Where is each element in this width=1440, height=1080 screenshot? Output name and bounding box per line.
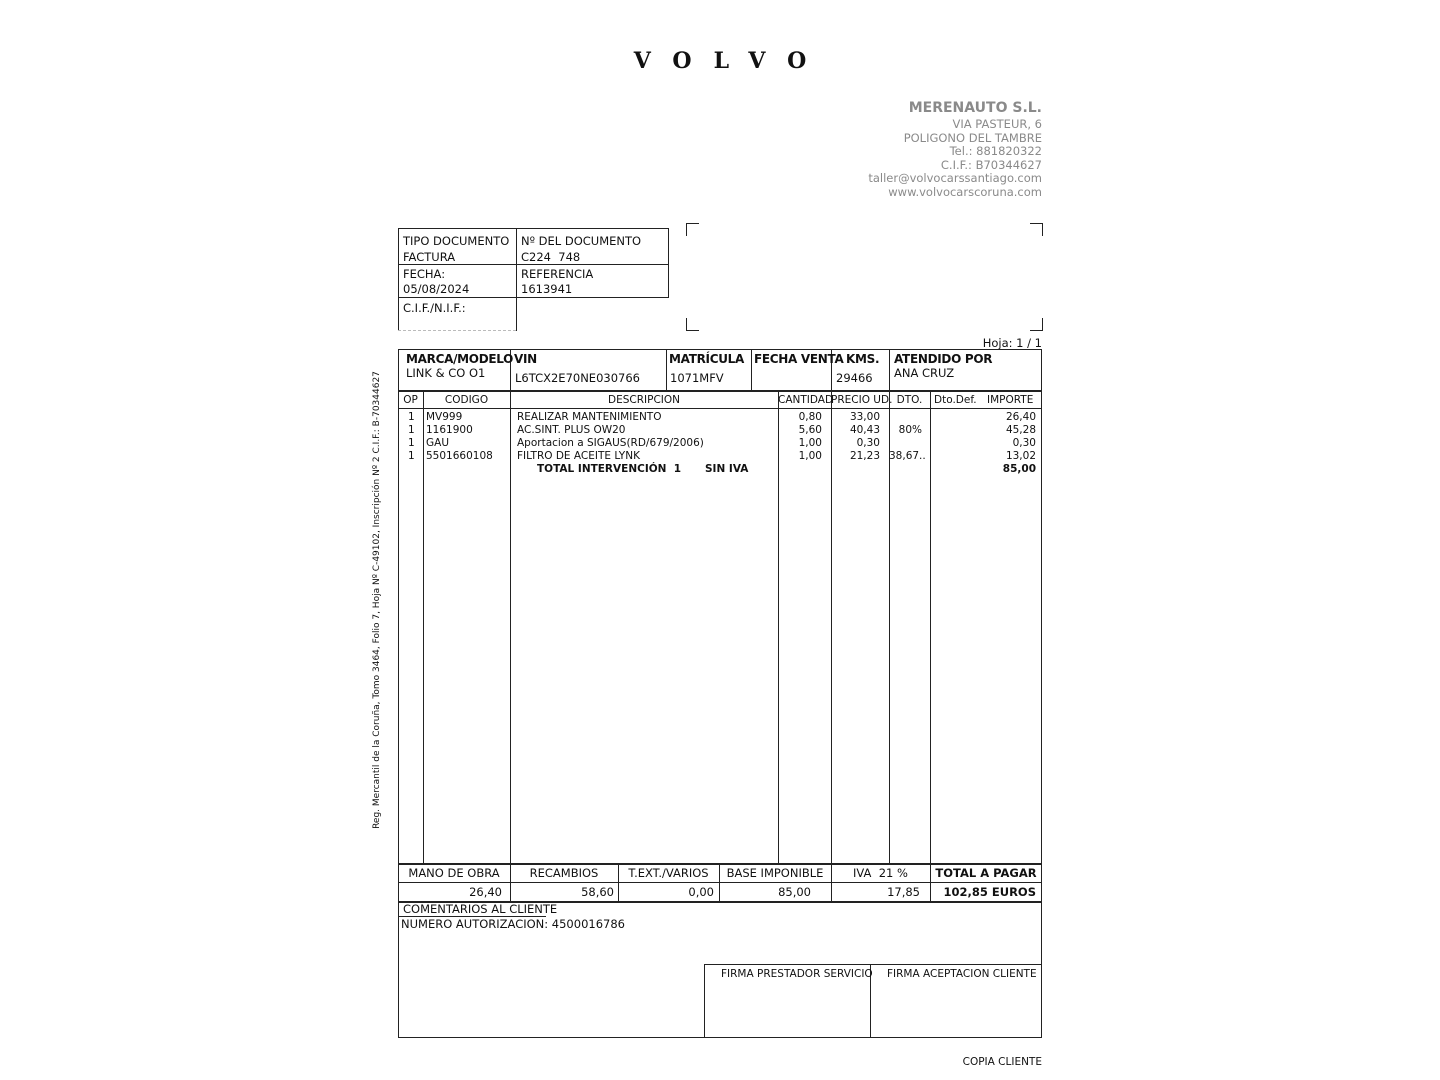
row-descripcion: Aportacion a SIGAUS(RD/679/2006) [517,437,704,449]
header-dto-def: Dto.Def. [934,394,977,406]
comments-text: NUMERO AUTORIZACION: 4500016786 [401,917,625,931]
col-div-cant [831,391,832,864]
row-codigo: 5501660108 [426,450,493,462]
company-address1: VIA PASTEUR, 6 [952,117,1042,131]
referencia-label: REFERENCIA [521,267,594,281]
row-op: 1 [408,411,415,423]
company-web: www.volvocarscoruna.com [888,184,1042,199]
marca-label: MARCA/MODELO [406,352,514,366]
sig-top-border [704,964,1042,965]
row-cantidad: 1,00 [798,437,822,449]
company-name: MERENAUTO S.L. [908,100,1042,116]
row-codigo: 1161900 [426,424,473,436]
iva-label: IVA 21 % [853,866,908,880]
comments-label: COMENTARIOS AL CLIENTE [403,902,558,916]
row-dto: 80% [898,424,922,436]
row-op: 1 [408,437,415,449]
row-precio: 0,30 [856,437,880,449]
atendido-label: ATENDIDO POR [894,352,993,366]
col-div-codigo [510,391,511,864]
veh-div-3 [751,349,752,391]
fecha-value: 05/08/2024 [403,282,470,296]
fecha-label: FECHA: [403,267,446,281]
row-importe: 26,40 [1005,411,1036,423]
row-op: 1 [408,450,415,462]
veh-div-5 [889,349,890,391]
row-descripcion: FILTRO DE ACEITE LYNK [517,450,640,462]
registration-side-text: Reg. Mercantil de la Coruña, Tomo 3464, Folio 7, Hoja Nº C-49102, Inscripción Nº 2 C.I.F.: B-70344627 [372,371,382,829]
header-importe: IMPORTE [987,394,1034,406]
col-div-desc [778,391,779,864]
row-descripcion: AC.SINT. PLUS OW20 [517,424,626,436]
header-codigo: CODIGO [444,394,489,406]
iva-value: 17,85 [887,885,920,899]
volvo-logo: VOLVO [633,48,829,74]
row-importe: 0,30 [1012,437,1036,449]
company-email: taller@volvocarssantiago.com [868,171,1042,185]
matricula-value: 1071MFV [670,371,724,385]
row-codigo: GAU [426,437,450,449]
kms-label: KMS. [846,352,880,366]
window-corner-tl [686,223,699,236]
marca-value: LINK & CO O1 [406,366,486,380]
company-address2: POLIGONO DEL TAMBRE [903,130,1042,145]
row-cantidad: 1,00 [798,450,822,462]
mano-obra-label: MANO DE OBRA [408,866,500,880]
text-varios-label: T.EXT./VARIOS [628,866,709,880]
matricula-label: MATRÍCULA [669,352,744,366]
row-descripcion: REALIZAR MANTENIMIENTO [517,411,662,423]
row-cantidad: 0,80 [798,411,822,423]
vin-value: L6TCX2E70NE030766 [515,371,640,385]
fecha-venta-label: FECHA VENTA [754,352,844,366]
row-dto: 38,67.. [889,450,926,462]
cif-nif-label: C.I.F./N.I.F.: [403,301,466,315]
vin-label: VIN [514,352,537,366]
text-varios-value: 0,00 [688,885,714,899]
cif-bottom [398,330,516,331]
header-dto: DTO. [896,394,923,406]
row-cantidad: 5,60 [798,424,822,436]
veh-div-2 [666,349,667,391]
row-importe: 45,28 [1005,424,1036,436]
base-imponible-label: BASE IMPONIBLE [726,866,824,880]
row-precio: 33,00 [849,411,880,423]
firma-prestador-label: FIRMA PRESTADOR SERVICIO [721,968,873,980]
recambios-label: RECAMBIOS [529,866,599,880]
sig-left-border [704,964,705,1038]
referencia-value: 1613941 [521,282,573,296]
page-number: Hoja: 1 / 1 [982,336,1042,350]
header-cantidad: CANTIDAD [778,394,834,406]
mano-obra-value: 26,40 [469,885,502,899]
row-importe: 13,02 [1005,450,1036,462]
total-intervencion-label: TOTAL INTERVENCIÓN 1 [537,463,682,475]
company-info [868,98,1042,199]
total-pagar-label: TOTAL A PAGAR [935,866,1037,880]
items-header-divider [398,408,1042,409]
header-op: OP [403,394,418,406]
copia-cliente-label: COPIA CLIENTE [962,1056,1042,1068]
window-corner-bl [686,318,699,331]
row-precio: 40,43 [849,424,880,436]
totals-divider [398,882,1042,883]
row-op: 1 [408,424,415,436]
doc-divider [516,228,517,331]
col-div-op [423,391,424,864]
header-precio: PRECIO UD. [831,394,893,406]
row-codigo: MV999 [426,411,463,423]
base-imponible-value: 85,00 [778,885,811,899]
total-intervencion-note: SIN IVA [705,463,749,475]
company-cif: C.I.F.: B70344627 [940,157,1042,172]
items-table [398,391,1042,864]
window-corner-br [1030,318,1043,331]
cif-left-border [398,298,399,331]
kms-value: 29466 [836,371,873,385]
numero-documento-label: Nº DEL DOCUMENTO [521,234,642,248]
total-intervencion-value: 85,00 [1002,463,1036,475]
row-precio: 21,23 [849,450,880,462]
col-div-dto [930,391,931,864]
window-corner-tr [1030,223,1043,236]
total-pagar-value: 102,85 EUROS [943,885,1036,899]
numero-documento-value: C224 748 [521,250,581,264]
header-descripcion: DESCRIPCION [608,394,680,406]
recambios-value: 58,60 [581,885,614,899]
company-phone: Tel.: 881820322 [949,144,1042,158]
atendido-value: ANA CRUZ [894,366,955,380]
tipo-documento-value: FACTURA [403,250,456,264]
firma-cliente-label: FIRMA ACEPTACION CLIENTE [887,968,1037,980]
tipo-documento-label: TIPO DOCUMENTO [403,234,510,248]
